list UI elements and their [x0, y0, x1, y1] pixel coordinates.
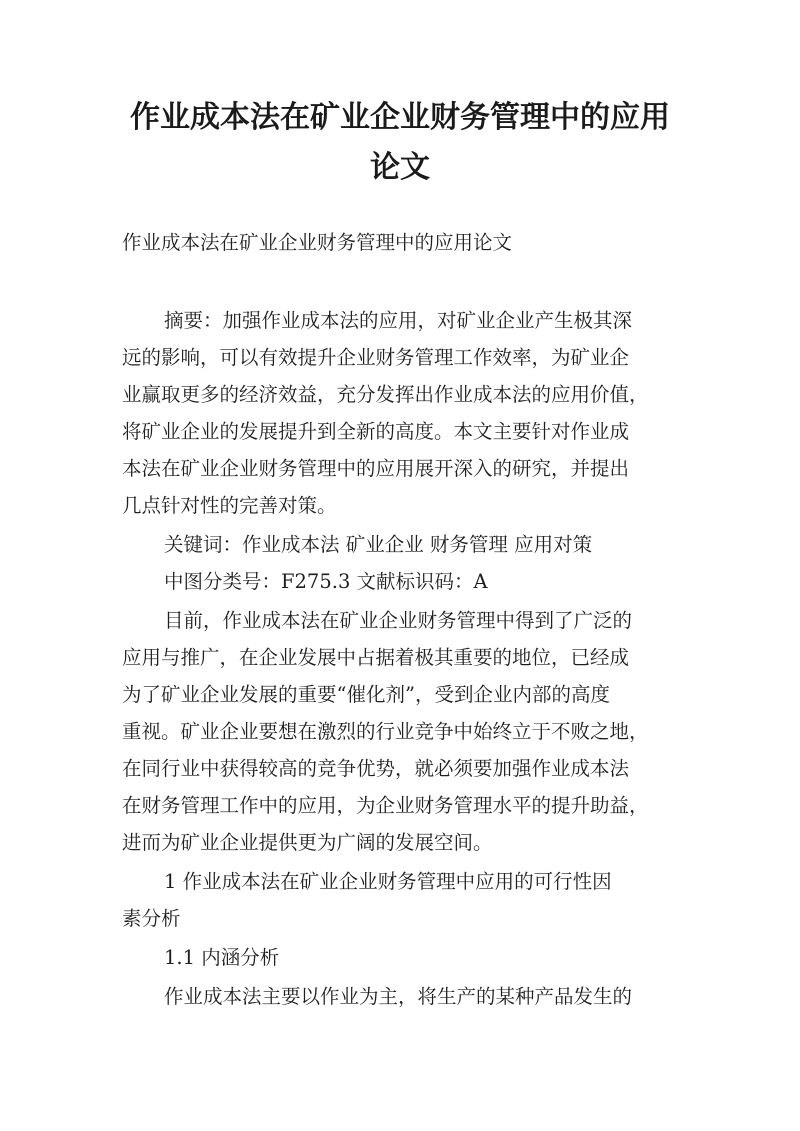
intro-line: 进而为矿业企业提供更为广阔的发展空间。 [122, 831, 493, 854]
abstract-line: 将矿业企业的发展提升到全新的高度。本文主要针对作业成 [122, 420, 630, 443]
keywords-line: 关键词：作业成本法 矿业企业 财务管理 应用对策 [164, 533, 593, 556]
abstract-line: 远的影响，可以有效提升企业财务管理工作效率，为矿业企 [122, 346, 630, 369]
subsection-heading: 1.1 内涵分析 [164, 946, 280, 969]
intro-line: 应用与推广，在企业发展中占据着极其重要的地位，已经成 [122, 646, 630, 669]
intro-line: 目前，作业成本法在矿业企业财务管理中得到了广泛的 [164, 609, 633, 632]
section-heading-line: 1 作业成本法在矿业企业财务管理中应用的可行性因 [164, 870, 612, 893]
abstract-line: 本法在矿业企业财务管理中的应用展开深入的研究，并提出 [122, 457, 630, 480]
intro-line: 在财务管理工作中的应用，为企业财务管理水平的提升助益， [122, 794, 649, 817]
classification-line: 中图分类号：F275.3 文献标识码：A [164, 570, 488, 593]
document-subtitle: 作业成本法在矿业企业财务管理中的应用论文 [122, 231, 513, 254]
abstract-line: 业赢取更多的经济效益，充分发挥出作业成本法的应用价值， [122, 383, 649, 406]
document-title [100, 93, 700, 193]
title-line-2: 论文 [370, 150, 430, 185]
section-heading-line: 素分析 [122, 907, 181, 930]
intro-line: 重视。矿业企业要想在激烈的行业竞争中始终立于不败之地， [122, 720, 649, 743]
title-line-1: 作业成本法在矿业企业财务管理中的应用 [130, 100, 670, 135]
abstract-line: 摘要：加强作业成本法的应用，对矿业企业产生极其深 [164, 309, 633, 332]
intro-line: 为了矿业企业发展的重要“催化剂”，受到企业内部的高度 [122, 683, 610, 706]
intro-line: 在同行业中获得较高的竞争优势，就必须要加强作业成本法 [122, 757, 630, 780]
abstract-line: 几点针对性的完善对策。 [122, 494, 337, 517]
subsection-text-line: 作业成本法主要以作业为主，将生产的某种产品发生的 [164, 985, 633, 1008]
